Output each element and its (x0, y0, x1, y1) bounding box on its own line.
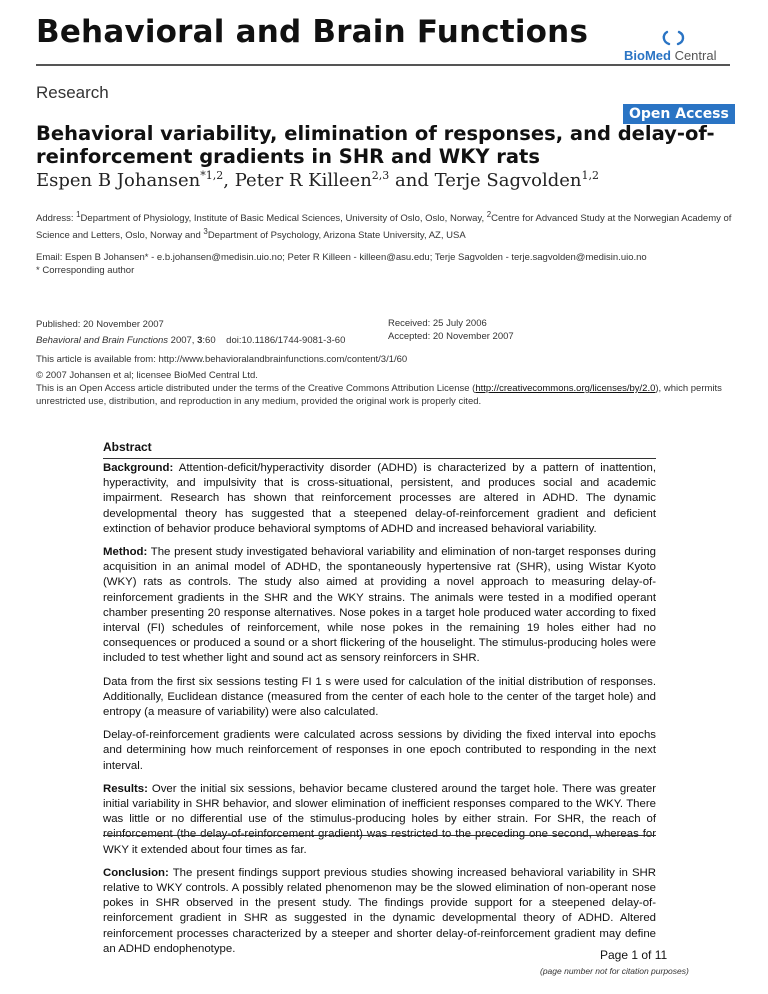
abstract-paragraph (103, 545, 656, 667)
open-access-badge: Open Access (623, 104, 735, 124)
abstract-paragraph-text: The present findings support previous studies showing increased behavioral variability in SHR relative to WKY controls. A possibly related phenomenon may be the slowed elimination of non-operant nose pokes in SHR observed in the present study. The findings provide support for a steepened delay-of-reinforcement gradient in SHR as suggested in the dynamic developmental theory of ADHD. Altered reinforcement processes characterized by a steeper and shorter delay-of-reinforcement gradient may define an ADHD endophenotype. (103, 866, 656, 955)
published-date: Published: 20 November 2007 (36, 319, 164, 330)
author-list (36, 169, 599, 191)
affiliation-text: Department of Psychology, Arizona State University, AZ, USA (207, 230, 466, 242)
author-separator: and (389, 170, 435, 191)
author-name: Terje Sagvolden (434, 170, 582, 191)
citation-line (36, 333, 366, 349)
affiliation-number: 3 (203, 227, 208, 237)
publication-meta (36, 317, 366, 349)
affiliation-text: Centre for Advanced Study at the Norwegian Academy of Science and Letters, Oslo, Norway and (36, 213, 732, 242)
page-number: Page 1 of 11 (600, 948, 668, 962)
abstract-paragraph-text: Delay-of-reinforcement gradients were calculated across sessions by dividing the fixed interval into epochs and determining how much reinforcement of responses in one epoch contributed to responding in the next interval. (103, 729, 656, 772)
license-prefix: This is an Open Access article distributed under the terms of the Creative Commons Attribution License ( (36, 383, 476, 394)
copyright-notice (36, 369, 736, 408)
abstract-paragraph-text: Over the initial six sessions, behavior became clustered around the target hole. There was greater initial variability in SHR behavior, and slower elimination of inefficient responses compared to the WKY. There was little or no differential use of the stimulus-producing holes by either strain. For SHR, the reach of reinforcement (the delay-of-reinforcement gradient) was restricted to the preceding one second, whereas for WKY it extended about four times as far. (103, 782, 656, 856)
logo-central-text: Central (670, 48, 717, 63)
article-url[interactable]: http://www.behavioralandbrainfunctions.com/content/3/1/60 (158, 354, 408, 365)
citation-volume: 3 (197, 335, 203, 346)
abstract-paragraph (103, 675, 656, 721)
author-affiliation: *1,2 (200, 169, 224, 182)
author-name: Espen B Johansen (36, 170, 201, 191)
abstract-paragraph-text: Attention-deficit/hyperactivity disorder (ADHD) is characterized by a pattern of inattention, hyperactivity, and impulsivity that is cross-situational, persistent, and produces social and academic impairment. Research has shown that reinforcement processes are altered in ADHD. The dynamic developmental theory has suggested that a steepened delay-of-reinforcement gradient and deficient extinction of behavior produce behavioral symptoms of ADHD and increased behavioral variability. (103, 462, 656, 535)
abstract-body (103, 461, 656, 965)
author-emails: Email: Espen B Johansen* - e.b.johansen@medisin.uio.no; Peter R Killeen - killeen@asu.edu; Terje Sagvolden - terje.sagvolden@medisin.uio.no (36, 252, 647, 263)
section-label: Research (36, 83, 109, 102)
article-url-line (36, 352, 407, 368)
affiliation-number: 1 (76, 210, 81, 219)
biomed-central-swoosh-icon (661, 30, 687, 46)
copyright-line: © 2007 Johansen et al; licensee BioMed Central Ltd. (36, 370, 258, 381)
received-meta (388, 317, 638, 343)
abstract-paragraph-text: Data from the first six sessions testing FI 1 s were used for calculation of the initial distribution of responses. Additionally, Euclidean distance (measured from the center of each hole to the center of the target hole) and entropy (a measure of variability) were also calculated. (103, 675, 656, 719)
abstract-paragraph (103, 461, 656, 537)
abstract-paragraph-label: Method: (103, 546, 148, 559)
page-number-note: (page number not for citation purposes) (540, 966, 689, 976)
affiliation-number: 2 (486, 210, 492, 219)
corresponding-author-note: * Corresponding author (36, 265, 135, 276)
citation-year: 2007, (168, 335, 198, 346)
affiliation-address (36, 208, 736, 242)
affiliation-text: Department of Physiology, Institute of Basic Medical Sciences, University of Oslo, Oslo, Norway, (80, 213, 487, 225)
header-rule (36, 64, 730, 66)
available-prefix: This article is available from: (36, 354, 159, 365)
abstract-paragraph (103, 866, 656, 957)
abstract-paragraph (103, 782, 656, 858)
abstract-paragraph-label: Conclusion: (103, 866, 169, 879)
author-affiliation: 2,3 (371, 169, 390, 182)
article-title: Behavioral variability, elimination of responses, and delay-of-reinforcement gradients in SHR and WKY rats (36, 122, 715, 168)
license-text (36, 382, 736, 408)
citation-journal: Behavioral and Brain Functions (36, 335, 169, 346)
address-label: Address: (36, 213, 77, 225)
logo-biomed-text: BioMed (624, 48, 671, 63)
received-date: Received: 25 July 2006 (388, 318, 487, 329)
abstract-paragraph-text: The present study investigated behavioral variability and elimination of non-target responses during acquisition in an animal model of ADHD, the spontaneously hypertensive rat (SHR), using Wistar Kyoto (WKY) rats as controls. The study also aimed at providing a novel approach to measuring delay-of-reinforcement gradients in the SHR and the WKY strains. The animals were tested in a modified operant chamber presenting 20 response alternatives. Nose pokes in a target hole produced water according to fixed interval (FI) schedules of reinforcement, while nose pokes in the remaining 19 holes either had no consequences or produced a sound or a short flickering of the houselight. The stimulus-producing holes were included to test whether light and sound act as sensory reinforcers in SHR. (103, 546, 656, 665)
accepted-date: Accepted: 20 November 2007 (388, 331, 514, 342)
abstract-heading: Abstract (103, 440, 152, 454)
author-separator: , (223, 170, 235, 191)
license-suffix: ), which permits unrestricted use, distribution, and reproduction in any medium, provided the original work is properly cited. (36, 383, 722, 407)
abstract-paragraph-label: Background: (103, 462, 174, 474)
abstract-rule (103, 458, 656, 459)
author-affiliation: 1,2 (581, 169, 600, 182)
abstract-paragraph (103, 728, 656, 774)
citation-doi: :60 doi:10.1186/1744-9081-3-60 (202, 335, 346, 346)
journal-title: Behavioral and Brain Functions (36, 14, 589, 50)
author-name: Peter R Killeen (234, 170, 372, 191)
abstract-paragraph-label: Results: (103, 782, 148, 795)
abstract-end-rule (103, 835, 656, 836)
license-link[interactable]: http://creativecommons.org/licenses/by/2.0 (475, 383, 656, 394)
